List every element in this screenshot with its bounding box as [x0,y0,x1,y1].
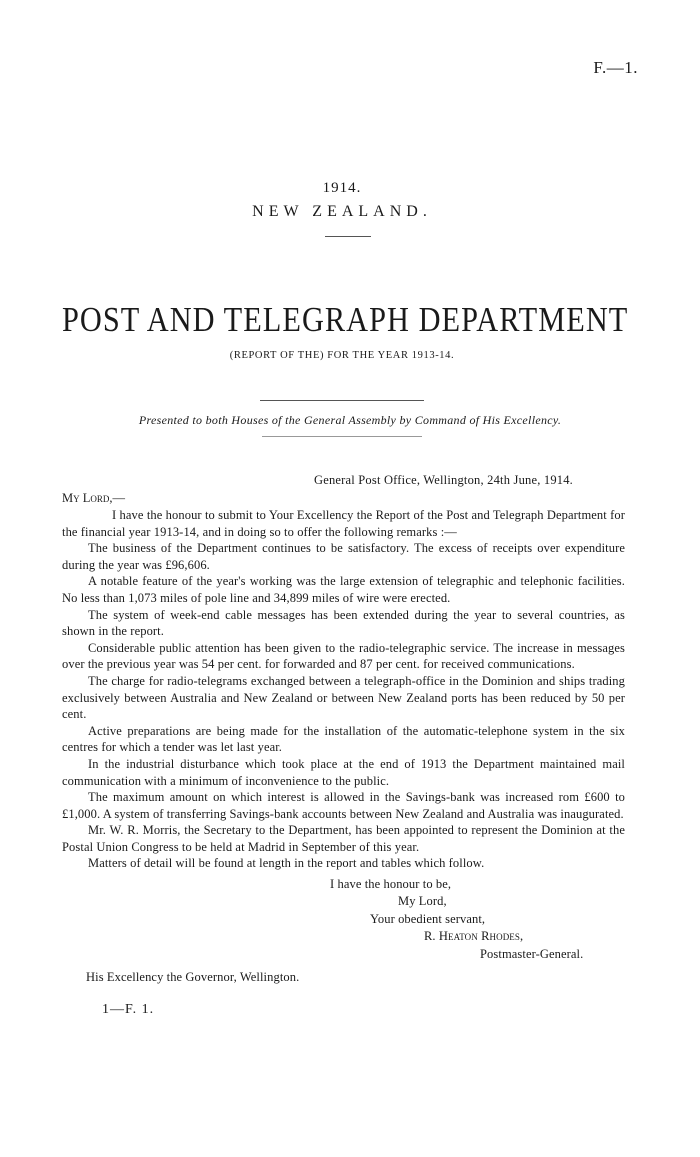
letter-paragraph: Active preparations are being made for the installation of the automatic-telephone system in the six centres for which a tender was let last year. [62,723,625,755]
letter-closing [62,876,625,1018]
letter-body [62,507,625,1018]
divider-rule [325,236,371,237]
letter-salutation: My Lord,— [62,491,126,505]
letter-paragraph: Considerable public attention has been given to the radio-telegraphic service. The increase in messages over the previous year was 54 per cent. for forwarded and 87 per cent. for received communications. [62,640,625,672]
letter-paragraph: The system of week-end cable messages has been extended during the year to several countries, as shown in the report. [62,607,625,639]
country-heading: NEW ZEALAND. [252,203,432,220]
letter-paragraph: The charge for radio-telegrams exchanged between a telegraph-office in the Dominion and ships trading exclusively between Australia and New Zealand or between New Zealand ports has been reduced by 50 per cent. [62,673,625,722]
addressee: His Excellency the Governor, Wellington. [86,970,300,985]
document-reference: F.—1. [593,58,638,77]
page-subtitle: (REPORT OF THE) FOR THE YEAR 1913-14. [229,350,455,361]
letter-paragraph: Mr. W. R. Morris, the Secretary to the Department, has been appointed to represent the Dominion at the Postal Union Congress to be held at Madrid in September of this year. [62,823,625,854]
divider-rule [260,400,424,401]
letter-paragraph: The business of the Department continues to be satisfactory. The excess of receipts over expenditure during the year was £96,606. [62,541,625,572]
signatory-position: Postmaster-General. [480,946,584,961]
letter-paragraph: The maximum amount on which interest is allowed in the Savings-bank was increased rom £600 to £1,000. A system of transferring Savings-bank accounts between New Zealand and Australia was inaugurated. [62,790,625,821]
report-year: 1914. [322,180,362,196]
letter-dateline: General Post Office, Wellington, 24th June, 1914. [314,473,573,487]
letter-paragraph: In the industrial disturbance which took place at the end of 1913 the Department maintained mail communication with a minimum of inconvenience to the public. [62,756,625,788]
closing-line: I have the honour to be, [330,877,452,892]
closing-line: My Lord, [398,894,447,909]
printer-signature-mark: 1—F. 1. [102,1001,155,1017]
letter-paragraph: A notable feature of the year's working was the large extension of telegraphic and telephonic facilities. No less than 1,073 miles of pole line and 34,899 miles of wire were erected. [62,574,625,605]
signatory-name: R. Heaton Rhodes, [424,929,524,944]
presentation-note: Presented to both Houses of the General Assembly by Command of His Excellency. [138,413,562,427]
letter-paragraph: I have the honour to submit to Your Excellency the Report of the Post and Telegraph Department for the financial year 1913-14, and in doing so to offer the following remarks :— [62,508,625,539]
closing-line: Your obedient servant, [370,911,486,926]
letter-paragraph: Matters of detail will be found at length in the report and tables which follow. [88,856,485,871]
divider-rule [262,436,422,437]
page-title: POST AND TELEGRAPH DEPARTMENT [62,300,629,339]
